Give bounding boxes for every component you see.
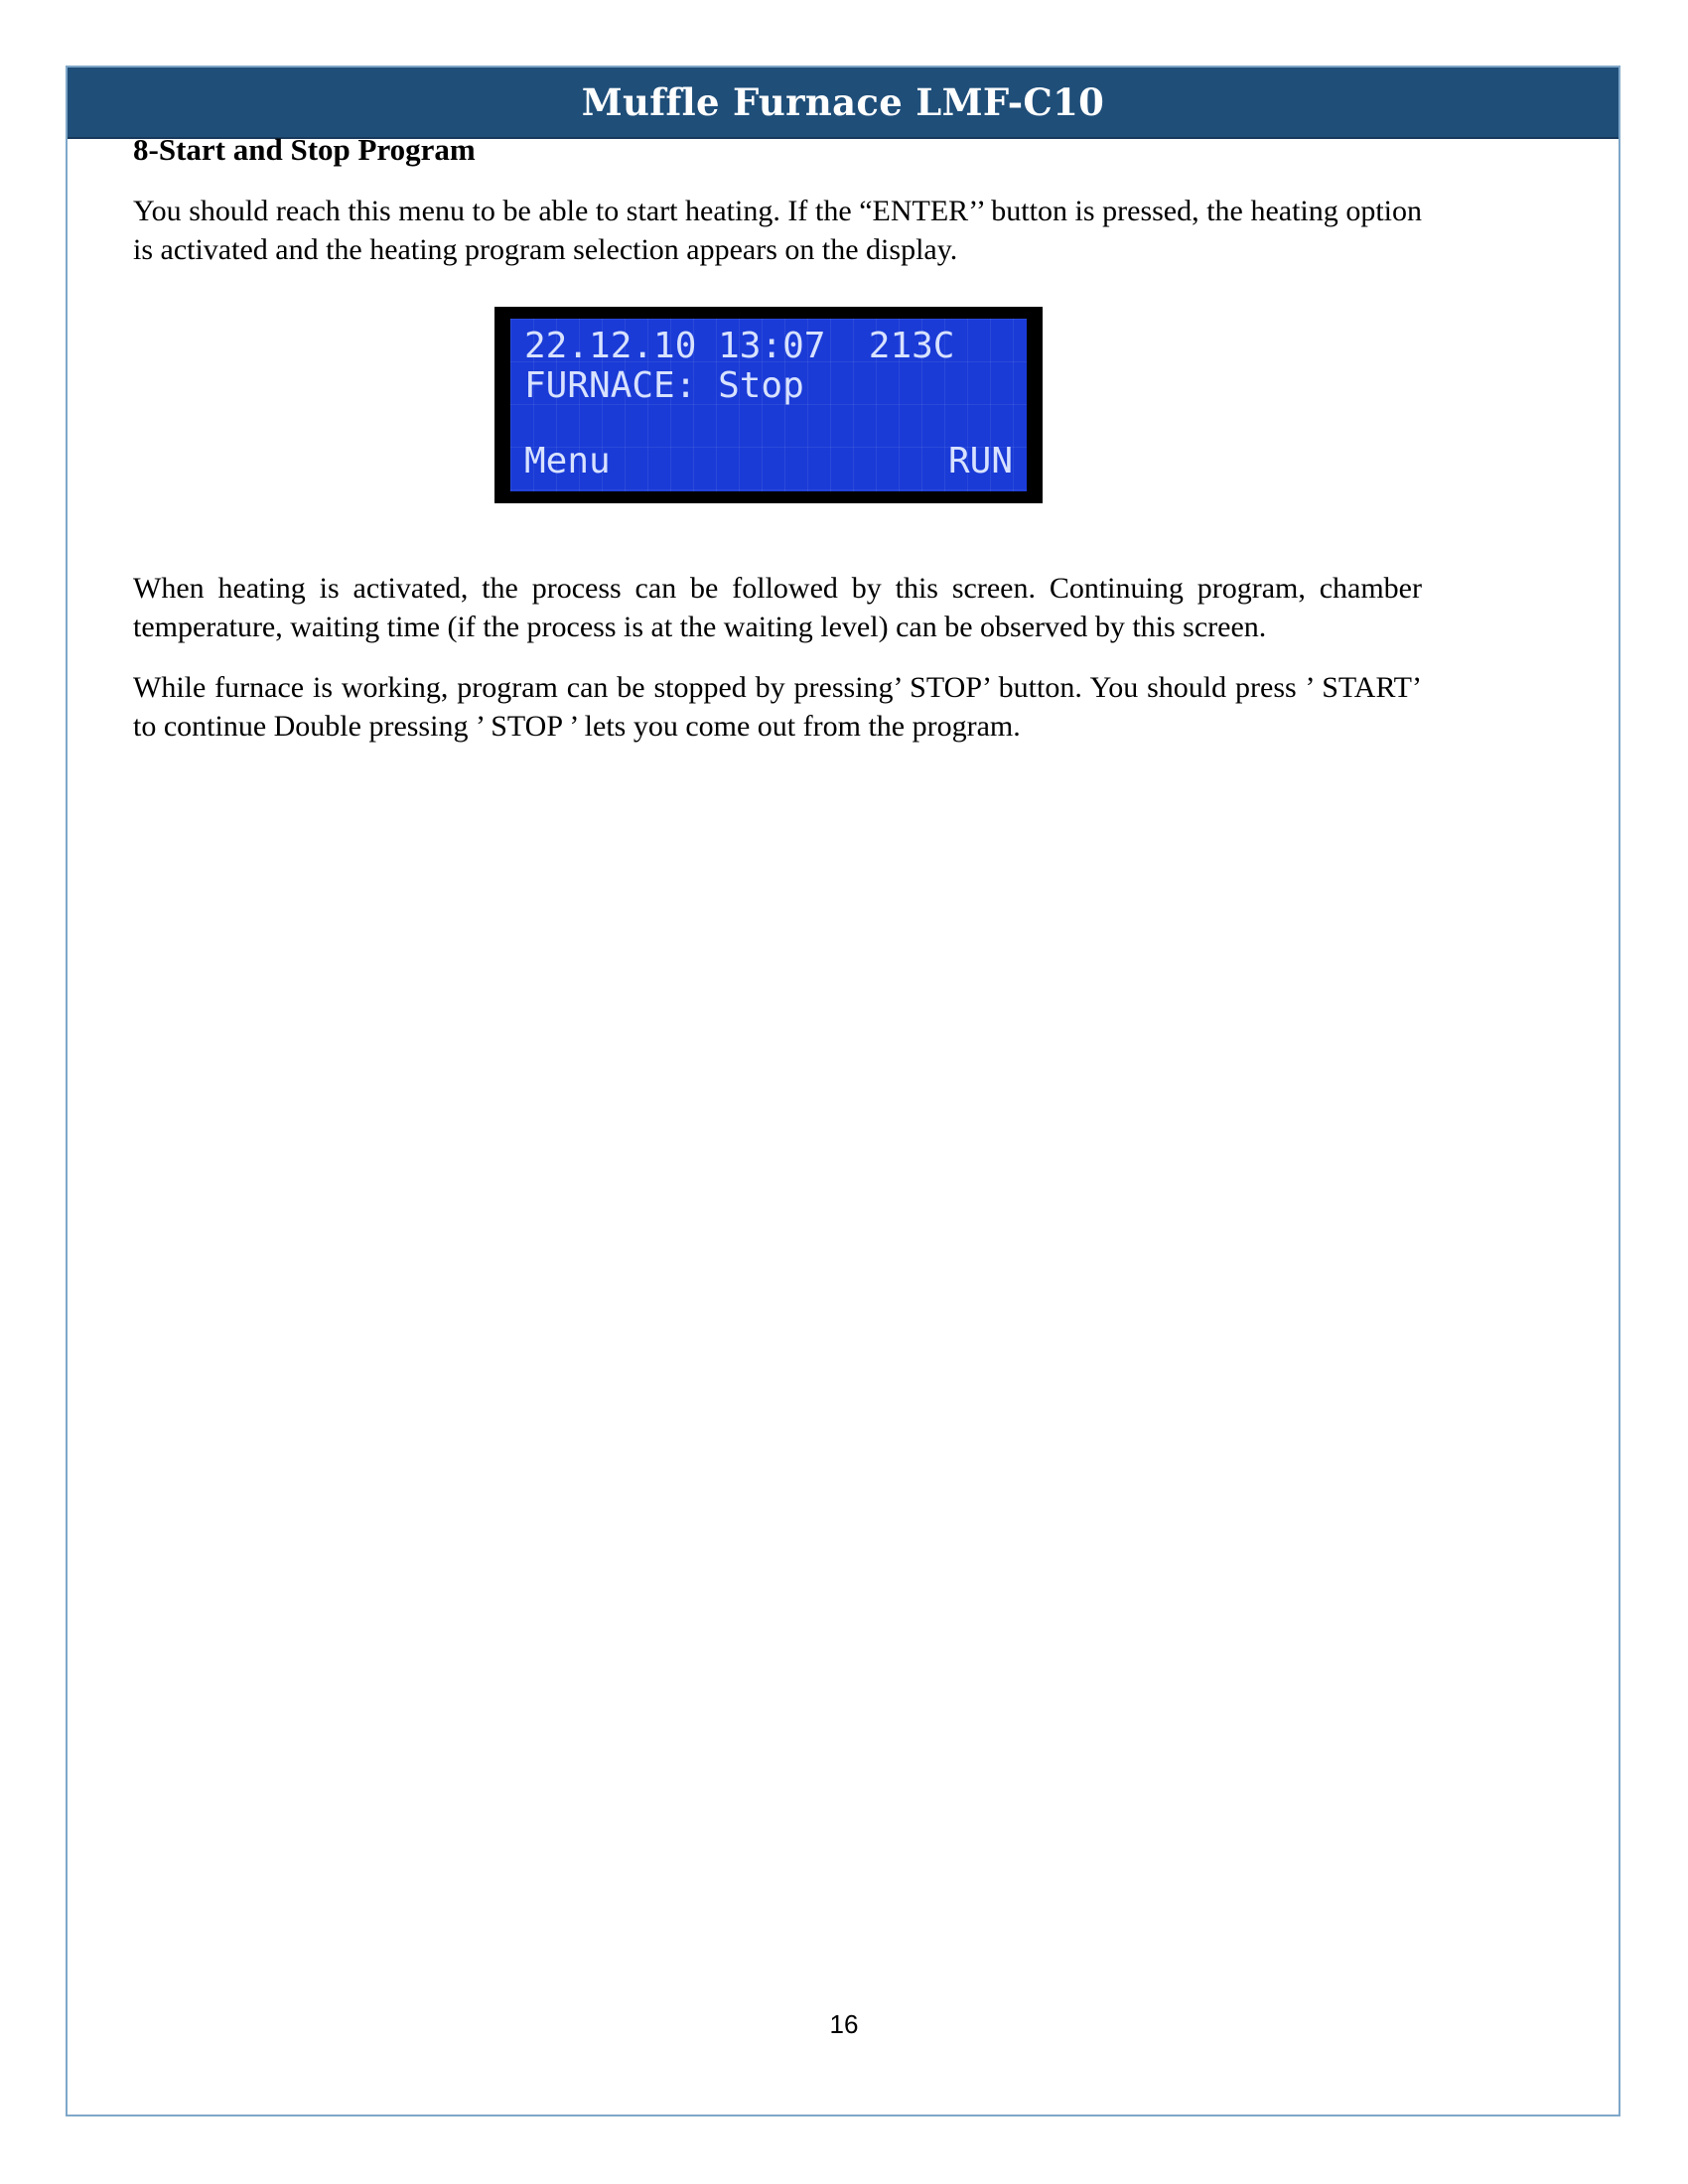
lcd-line-date-time-temp: 22.12.10 13:07 213C (524, 325, 955, 366)
main-content (133, 131, 1422, 767)
header-bar (68, 68, 1618, 139)
lcd-bottom-row (524, 442, 1013, 481)
paragraph-intro: You should reach this menu to be able to start heating. If the “ENTER’’ button is pressed, the heating option is activated and the heating program selection appears on the display. (133, 194, 1422, 266)
section-heading: 8-Start and Stop Program (133, 132, 476, 167)
paragraph-stop: While furnace is working, program can be stopped by pressing’ STOP’ button. You should press ’ START’ to continue Double pressing ’ STOP ’ lets you come out from the program. (133, 670, 1422, 743)
lcd-menu-label: Menu (524, 440, 611, 481)
lcd-screen (510, 319, 1027, 491)
page-number: 16 (829, 2009, 859, 2039)
paragraph-process: When heating is activated, the process can be followed by this screen. Continuing program, chamber temperature, waiting time (if the process is at the waiting level) can be observed by this screen. (133, 571, 1422, 643)
lcd-display-image (494, 307, 1043, 503)
document-title: Muffle Furnace LMF-C10 (581, 80, 1105, 124)
lcd-line-furnace-status: FURNACE: Stop (524, 364, 804, 406)
lcd-run-label: RUN (947, 440, 1013, 481)
